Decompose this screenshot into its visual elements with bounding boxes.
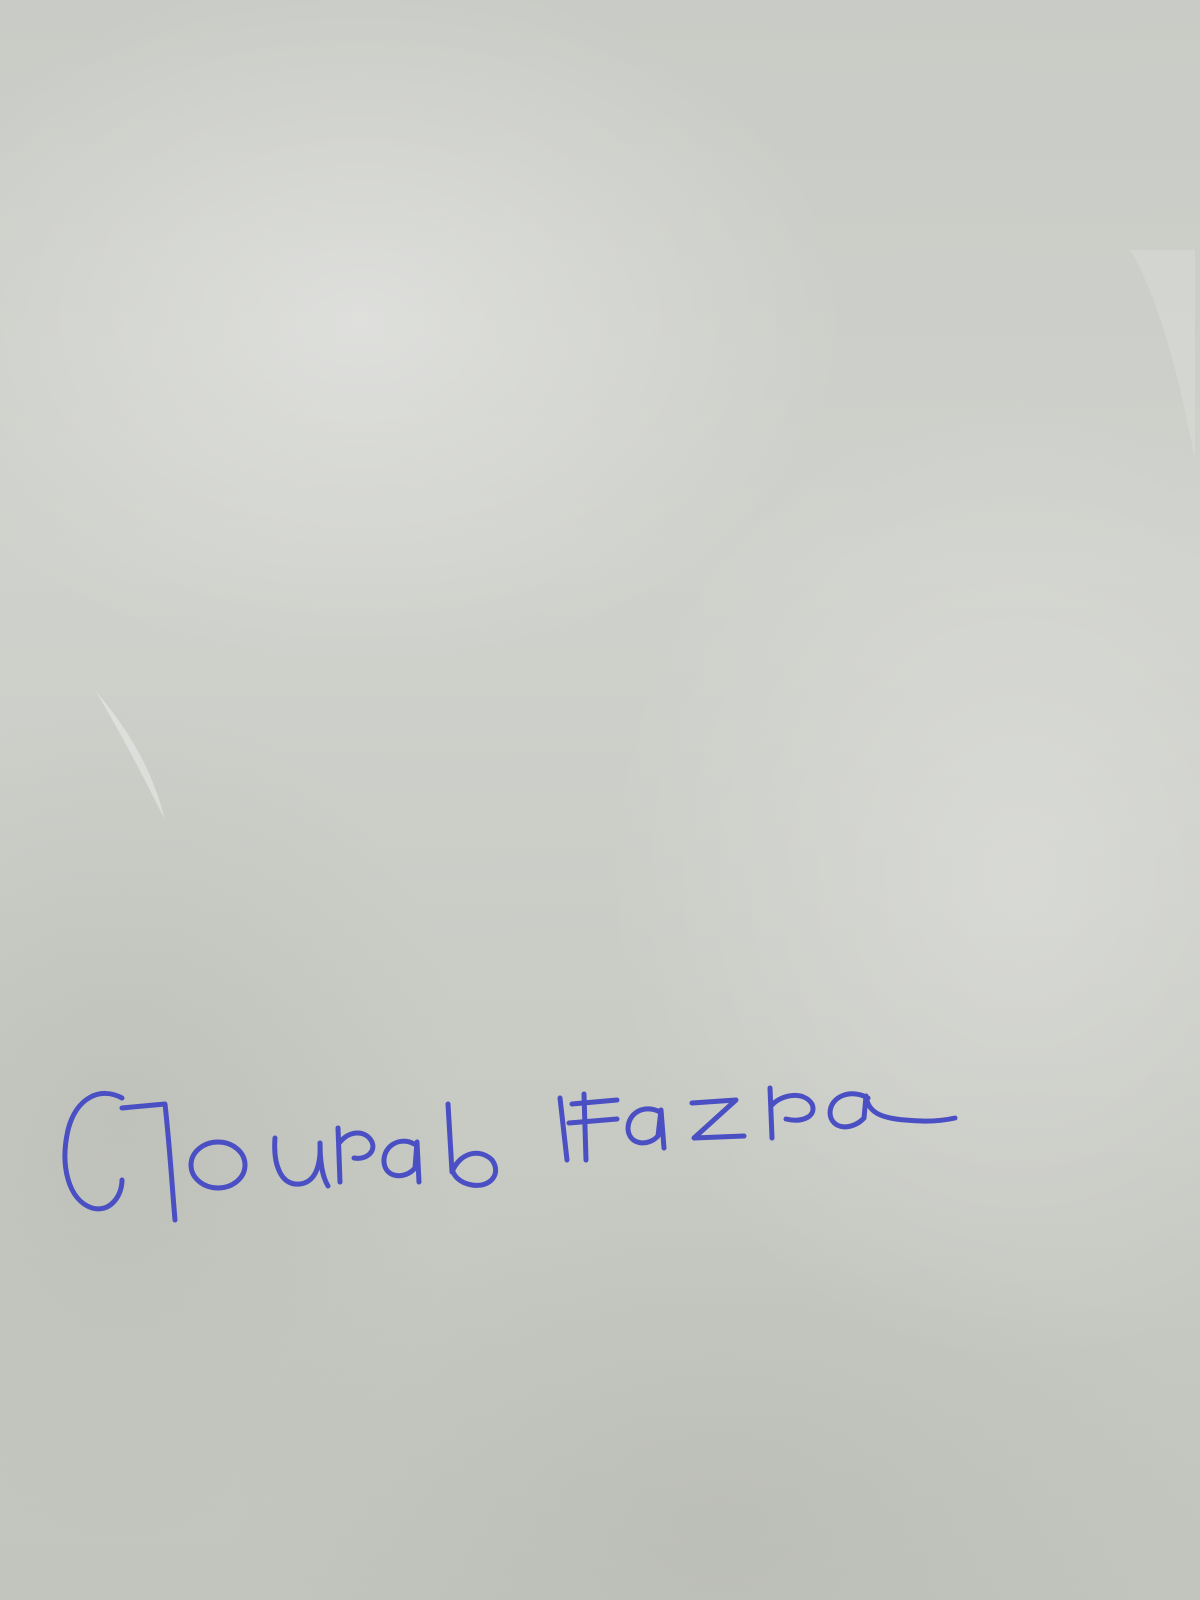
signature-ink (65, 1088, 955, 1220)
